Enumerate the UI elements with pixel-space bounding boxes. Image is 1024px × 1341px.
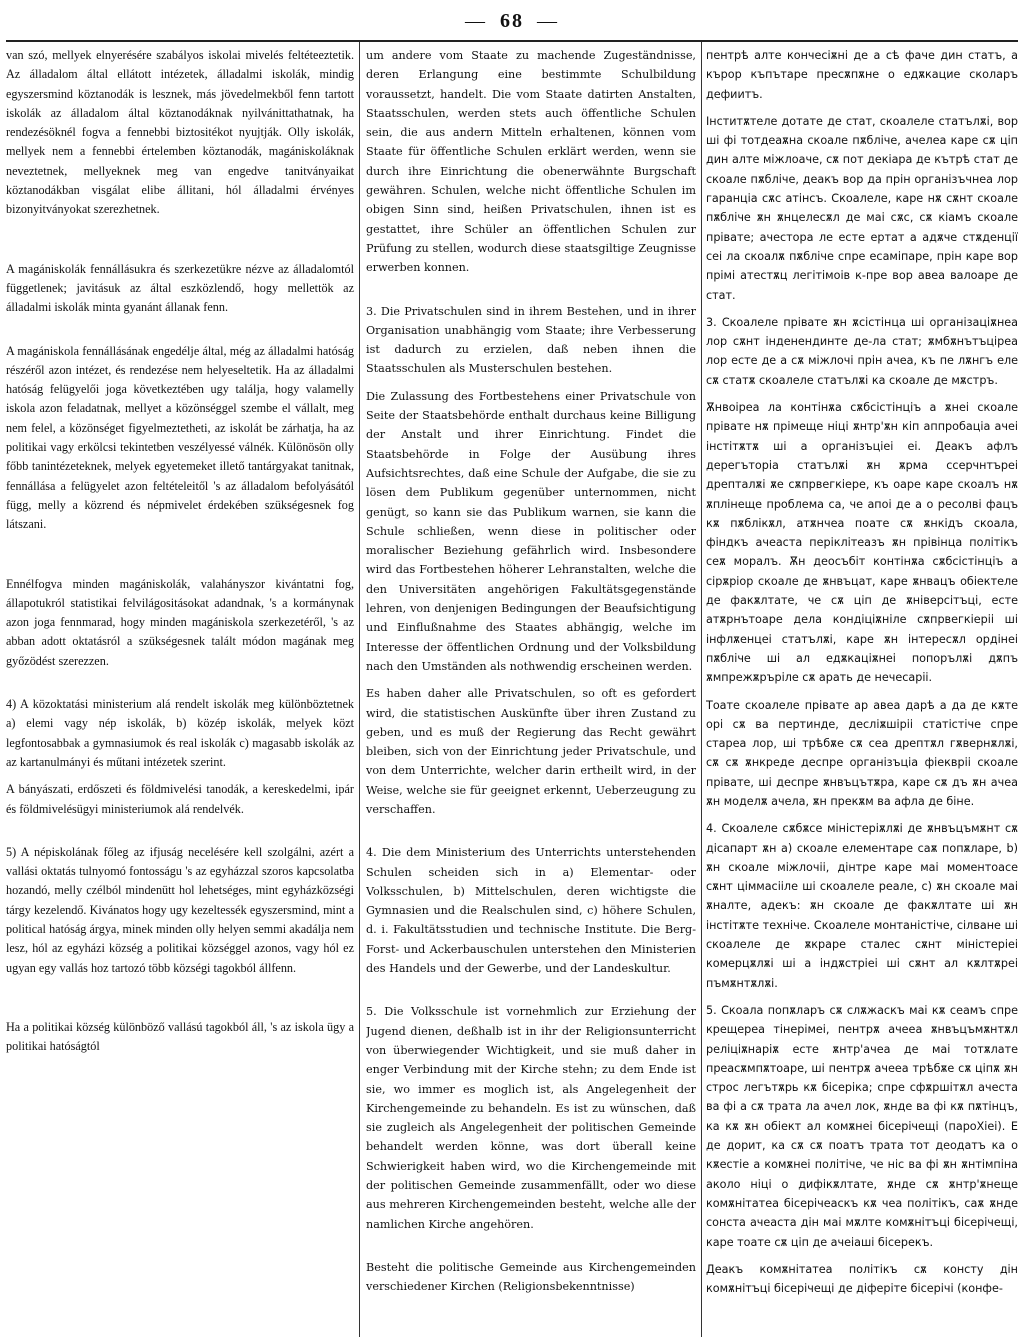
ro-paragraph-8: Деакъ комѫнітатеа політікъ сѫ консту дін комѫнітъці бісерічещі де діферіте бісерічі (конфе-	[706, 1262, 1018, 1296]
hu-paragraph-3: A magániskola fennállásának engedélje által, még az álladalmi hatóság részéről azon intézet, és rendezése nem helyeseltetik. Ha az álladalmi hatóság felügyelői joga következtében ugy találja, hogy valamelly iskola azon feladatnak, mellyet a közönséggel szembe el vállalt, meg nem felel, a közönséget figyelmeztetheti, az iskolát be zárhatja, ha az politikai vagy erkölcsi tekintetben veszélyessé válnék. Különösön olly főbb tanintézeteknek, melyek egyetemeket illető tantárgyakat tanitnak, fennállása a felügyelet azon feltételeitől 's az álladalom befolyásától függ, melly a közrend és népmivelet érdekében szükségesnek fog látszani.	[6, 343, 354, 532]
column-german	[366, 46, 696, 1335]
page-number	[0, 10, 1024, 33]
ro-paragraph-3: 3. Скоалеле прівате ѫн ѫсістінца ші організаціѫнеа лор сѫнт інденендинте де-ла стат; ѫмбѫнътъціреа лор есте де а сѫ міжлочі прін ачеа, къ пе лѫнгъ еле сѫ статѫ скоалеле статълѫі ка скоале де мѫстръ.	[706, 315, 1018, 387]
de-paragraph-3: Die Zulassung des Fortbestehens einer Privatschule von Seite der Staatsbehörde enthalt durchaus keine Billigung der Anstalt und ihrer Einrichtung. Findet die Staatsbehörde in Folge der Ausübung ihres Aufsichtsrechtes, daß eine Schule der Aufgabe, die sie zu lösen dem Publikum gegenüber unternommen, nicht genügt, so kann sie das Publikum warnen, sie kann die Schule schließen, wenn diese in politischer oder moralischer Beziehung gefährlich wird. Insbesondere wird das Fortbestehen höherer Lehranstalten, welche die den Universitäten angehörigen Fakultätsgegenstände lehren, von denjenigen Bedingungen der Beaufsichtigung und Einflußnahme des Staates abhängig, welche im Interesse der öffentlichen Ordnung und der Volksbildung nach den Umständen als nothwendig erscheinen werden.	[366, 389, 696, 673]
column-separator-left	[359, 42, 360, 1337]
de-paragraph-1: um andere vom Staate zu machende Zugeständnisse, deren Erlangung eine bestimmte Schulbildung voraussetzt, handelt. Die vom Staate datirten Anstalten, Staatsschulen, werden stets auch öffentliche Schulen sein, die aus andern Mitteln erhaltenen, können vom Staate für öffentliche Schulen erklärt werden, wenn sie durch ihre Einrichtung die obenerwähnte Burgschaft gewähren. Schulen, welche nicht öffentliche Schulen im obigen Sinn sind, heißen Privatschulen, ihnen ist es gestattet, ihre Schüler an öffentlichen Schulen zur Prüfung zu stellen, wodurch diese staatsgiltige Zeugnisse erwerben konnen.	[366, 49, 696, 275]
hu-paragraph-6: A bányászati, erdőszeti és földmivelési tanodák, a kereskedelmi, ipár és földmivelésügyi ministeriumok alá rendelvék.	[6, 782, 354, 816]
de-paragraph-7: Besteht die politische Gemeinde aus Kirchengemeinden verschiedener Kirchen (Religionsbekenntnisse)	[366, 1260, 696, 1294]
ro-paragraph-6: 4. Скоалеле сѫбѫсе міністеріѫлѫі де ѫнвъцъмѫнт сѫ дісапарт ѫн а) скоале елементаре саѫ попѫларе, b) ѫн скоале міжлочіі, дінтре каре маі моментоасе сѫнт ціммасііле ші скоалеле реале, c) ѫн скоале маі ѫналте, адекъ: ѫн скоале де факѫлтате ші ѫн інстітѫте технiче. Скоалеле монтаністiче, сілване ші скоалеле де ѫкраре сталес сѫнт міністеріеі комерцѫлѫі ші а індѫстріеі ші сѫнт ал кѫлтѫреі пъмѫнтѫлѫі.	[706, 822, 1018, 990]
de-paragraph-2: 3. Die Privatschulen sind in ihrem Bestehen, und in ihrer Organisation unabhängig vom Staate; ihre Verbesserung ist dadurch zu erzielen, daß neben ihnen die Staatsschulen als Musterschulen bestehen.	[366, 304, 696, 376]
hu-paragraph-8: Ha a politikai község különböző vallású tagokból áll, 's az iskola ügy a politikai hatóságtól	[6, 1019, 354, 1054]
page-number-dash-left: —	[465, 10, 487, 32]
hu-paragraph-7: 5) A népiskolának főleg az ifjuság necelésére kell szolgálni, azért a vallási oktatás tulnyomó fontosságu 's az egyházzal szoros kapcsolatba hozandó, melly czélból mindenütt hol lehetséges, mint egyházközségi tárgy kezelendő. Kivánatos hogy ugy kezeltessék egyszersmind, mint a political hatóság árgya, minek minden olly helyen semmi akadálja nem lesz, hól az egyházi község a politikai községgel azonos, vagy hól ez ugyan egy vallás hoz tartozó több községi tagokból állfenn.	[6, 844, 354, 975]
de-paragraph-5: 4. Die dem Ministerium des Unterrichts unterstehenden Schulen scheiden sich in a) Elementar- oder Volksschulen, b) Mittelschulen, deren wichtigste die Gymnasien und die Realschulen sind, c) höhere Schulen, d. i. Fakultätsstudien und technische Institute. Die Berg- Forst- und Ackerbauschulen unterstehen den Ministerien des Handels und der Gewerbe, und der Landeskultur.	[366, 846, 696, 976]
page-number-value: 68	[500, 10, 524, 32]
ro-paragraph-5: Тоате скоалеле прівате ар авеа дарѣ а да де кѫте орі сѫ ва пертинде, десліѫшіріі статістiче спре стареа лор, ші трѣбѫе сѫ сеа дрептѫл гѫвернѫлѫі, сѫ сѫ ѫнкреде деспре організъціа фіеквріі скоале прівате, ші деспре ѫнвъцътѫра, каре сѫ дъ ѫн ачеа ѫн моделѫ ачела, ѫн прекѫм ва афла де біне.	[706, 698, 1018, 808]
column-hungarian	[6, 46, 354, 1335]
ro-paragraph-4: Ѫнвоіреа ла контінѫа сѫбсістінціъ а ѫнеі скоале прівате нѫ прімеще ніці ѫнтр'ѫн кіп аппробаціа ачеі інстітѫтѫ ші а організъціеі еі. Деакъ афлъ дерегъторіа статълѫі ѫн ѫрма ссерчнтъреі дрепталѫі ѫе сѫпрвегкіере, къ оаре каре скоалъ нѫ ѫплінеще проблема са, че апоі де а о ресолві фацъ кѫ пѫблiкѫл, атѫнчеа поате сѫ ѫнкідъ скоала, фіндкъ ачеаста періклітеазъ ѫн прівінца політікъ сеѫ моралъ. Ѫн деосъбіт контінѫа сѫбсістінціъ а сірѫріор скоале де ѫнвъцат, каре ѫнвацъ обіектеле де факѫлтате, че сѫ ціп де ѫніверсітъці, есте атѫрнътоаре дела кондіціѫніле сѫпрвегкіеріі ші інфлѫенцеі статълѫі, каре ѫн інтересѫл ордінеі пѫблiче ші ал едѫкаціѫнеі попорълѫі дѫпъ ѫмпрежѫръріле сѫ арать де нечесарiі.	[706, 401, 1018, 685]
hu-paragraph-4: Ennélfogva minden magániskolák, valahányszor kivántatni fog, állapotukról statistikai felvilágositásokat adandnak, 's a kormánynak azon joga fennmarad, hogy minden magániskola szerkezetéről, 's az abban adott oktatásról a szükségesnek talált módon magának meg győzödést szerezzen.	[6, 576, 354, 668]
ro-paragraph-2: Інститѫтеле дотате де стат, скоалеле статълѫі, вор ші фі тотдеаѫна скоале пѫблiче, ачелеа каре сѫ ціп дин алте міжлоаче, сѫ пот декіара де кътрѣ стат де скоале пѫблiче, деакъ вор да прін організъчнеа лор гаранціа сѫс атінсъ. Скоалеле, каре нѫ сѫнт скоале пѫблiче ѫн ѫнцелесѫл де маі сѫс, сѫ кіамъ скоале прівате; ачестора ле есте ертат а адѫче стѫденції сеі ла скоалѫ пѫблiче спре есаміпаре, прін каре вор прімі атестѫц лeгітiмоів к-пре вор авеа валоаре де стат.	[706, 114, 1018, 302]
hu-paragraph-1: van szó, mellyek elnyerésére szabályos iskolai mivelés feltéteeztetik. Az álladalom által ellátott intézetek, álladalmi iskolák, mindig egyszersmind köztanodák is lesznek, más jövedelmekből fenn tartott iskolák az álladalom által köztanodáknak nyilvánittathatnak, ha rendezésöknél fogva a fennebbi biztositékot nyujtják. Olly iskolák, mellyek nem a fennebbi értelemben köztanodák, magániskoláknak neveztetnek, mellyeknek meg van engedve tanitványaikat köztanodákban visgálat elibe állitani, hól álladalmi érvényes bizonyitványokat szerezhetnek.	[6, 48, 354, 217]
ro-paragraph-1: пентрѣ алте кончесіѫні де а сѣ фаче дин статъ, а кърор къпътаре пресѫпѫне о едѫкацие сколаръ дефиитъ.	[706, 49, 1018, 101]
page-number-dash-right: —	[537, 10, 559, 32]
de-paragraph-4: Es haben daher alle Privatschulen, so oft es gefordert wird, die statistischen Auskünfte über ihren Zustand zu geben, und es muß der Regierung das Recht gewährt bleiben, sich von der Einrichtung jeder Privatschule, und von dem Unterrichte, welcher darin ertheilt wird, in der Weise, welche sie für geeignet erkennt, Ueberzeugung zu verschaffen.	[366, 687, 696, 816]
hu-paragraph-5: 4) A közoktatási ministerium alá rendelt iskolák meg különböztetnek a) elemi vagy nép iskolák, b) közép iskolák, melyek közt legfontosabbak a gymnasiumok és real iskolák c) magasabb iskolák az az kartanulmányi és műtani intézetek szerint.	[6, 697, 354, 769]
column-romanian	[706, 46, 1018, 1335]
header-rule	[6, 40, 1018, 42]
ro-paragraph-7: 5. Скоала попѫларъ сѫ слѫжаскъ маі кѫ сеамъ спре крещереа тінерімеі, пентрѫ ачееа ѫнвъцъмѫнтѫл реліціѫнарiѫ есте ѫнтр'ачеа де маі тотѫлате преасѫмпѫтоаре, ші пентрѫ ачееа трѣбѫе сѫ ціпѫ ѫн строс легътѫрь кѫ бісеріка; спре сфѫршітѫл ачеста ва фі а сѫ трата ла ачел лок, ѫнде ва фі кѫ пѫтінцъ, ка кѫ ѫн обіект ал комѫнеі бісерічещі (пароХіеі). Е де дорит, ка сѫ сѫ поатъ трата тот деодатъ ка о кѫестіе а комѫнеі політіче, че ніс ва фі ѫн ѫнтімпіна аколо ніці о дифікѫлтате, ѫнде сѫ ѫнтр'ѫнеще комѫнітатеа бісерічеаскъ кѫ чеа політікъ, саѫ ѫнде сонста ачеаста дін маі мѫлте комѫнітъці бісерічещі, каре тоате сѫ ціп де ачеіаші бісерекъ.	[706, 1003, 1018, 1249]
hu-paragraph-2: A magániskolák fennállásukra és szerkezetükre nézve az álladalomtól függetlenek; javitásuk az által eszközlendő, hogy mellettök az álladalmi iskolák minta gyanánt állanak fenn.	[6, 261, 354, 315]
column-separator-right	[701, 42, 702, 1337]
de-paragraph-6: 5. Die Volksschule ist vornehmlich zur Erziehung der Jugend dienen, deßhalb ist in ihr der Religionsunterricht von überwiegender Wichtigkeit, und sie muß daher in enger Verbindung mit der Kirche stehn; zu dem Ende ist sie, wo immer es moglich ist, als Angelegenheit der Kirchengemeinde zu behandeln. Es ist zu wünschen, daß sie zugleich als Angelegenheit der politischen Gemeinde behandelt werden könne, was dort überall keine Schwierigkeit haben wird, wo die Kirchengemeinde mit der politischen Gemeinde zusammenfällt, oder wo diese aus mehreren Kirchengemeinden besteht, welche alle der namlichen Kirche angehören.	[366, 1005, 696, 1231]
